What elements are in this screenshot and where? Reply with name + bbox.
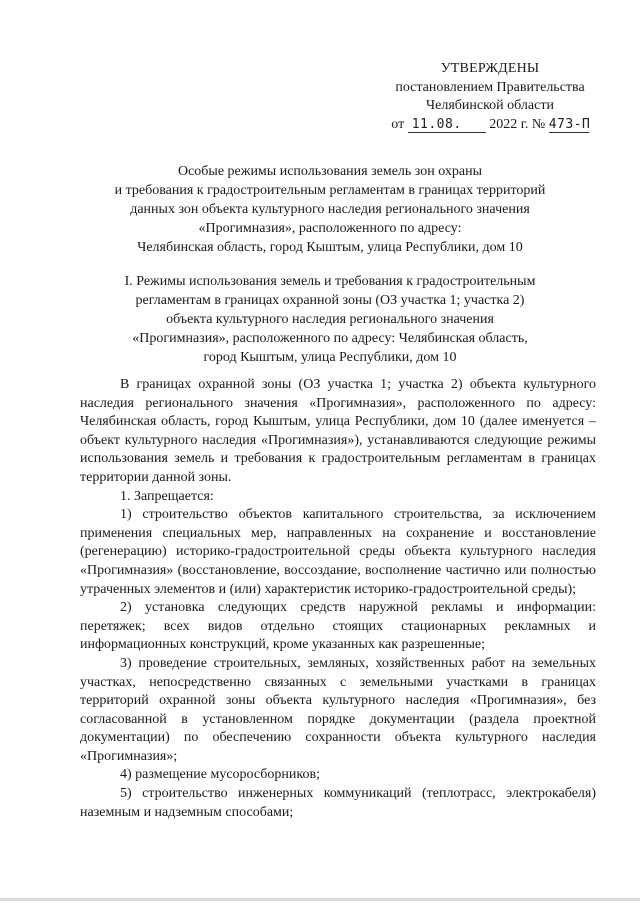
paragraph-item-5: 5) строительство инженерных коммуникаций (теплотрасс, электрокабеля) наземным и надземным способами; xyxy=(80,786,596,820)
handwritten-date: 11.08. xyxy=(408,117,486,133)
paragraph-item-2: 2) установка следующих средств наружной рекламы и информации: перетяжек; всех видов отдельно стоящих стационарных рекламных и информационных конструкций, кроме указанных как разрешенные; xyxy=(80,600,596,653)
approval-title: УТВЕРЖДЕНЫ xyxy=(440,61,540,76)
document-title xyxy=(70,162,590,257)
paragraph-prohibited-heading: 1. Запрещается: xyxy=(120,488,214,504)
title-line: «Прогимназия», расположенного по адресу: xyxy=(198,221,462,236)
body-text xyxy=(80,376,596,822)
title-line: и требования к градостроительным регламентам в границах территорий xyxy=(114,183,546,198)
section-heading-line: город Кыштым, улица Республики, дом 10 xyxy=(203,350,457,365)
paragraph-item-1: 1) строительство объектов капитального строительства, за исключением применения специальных мер, направленных на сохранение и восстановление (регенерацию) историко-градостроительной среды объекта культурного наследия «Прогимназия» (восстановление, воссоздание, восполнение частично или полностью утраченных элементов и (или) характеристик историко-градостроительной среды); xyxy=(80,507,596,597)
paragraph-intro: В границах охранной зоны (ОЗ участка 1; участка 2) объекта культурного наследия регионального значения «Прогимназия», расположенного по адресу: Челябинская область, город Кыштым, улица Республики, дом 10 (далее именуется – объект культурного наследия «Прогимназия»), устанавливаются следующие режимы использования земель и требования к градостроительным регламентам в границах территории данной зоны. xyxy=(80,377,596,485)
title-line: данных зон объекта культурного наследия регионального значения xyxy=(130,202,530,217)
approval-block xyxy=(380,60,600,134)
handwritten-number: 473-П xyxy=(548,116,591,132)
section-heading-line: объекта культурного наследия регионального значения xyxy=(166,312,494,327)
year-text: 2022 г. № xyxy=(489,116,546,132)
date-prefix: от xyxy=(391,116,405,132)
paragraph-item-3: 3) проведение строительных, земляных, хозяйственных работ на земельных участках, непосредственно связанных с земельными участками в границах территорий охранной зоны объекта культурного наследия «Прогимназия», без согласованной в установленном порядке документации (раздела проектной документации) по обеспечению сохранности объекта культурного наследия «Прогимназия»; xyxy=(80,655,596,764)
title-line: Челябинская область, город Кыштым, улица Республики, дом 10 xyxy=(137,240,523,255)
title-line: Особые режимы использования земель зон охраны xyxy=(177,164,482,179)
approval-date-line xyxy=(380,116,600,135)
scan-edge xyxy=(0,898,640,901)
section-heading xyxy=(70,272,590,367)
approval-line-1: постановлением Правительства xyxy=(395,79,585,95)
approval-line-2: Челябинской области xyxy=(426,98,554,113)
section-heading-line: I. Режимы использования земель и требования к градостроительным xyxy=(124,274,536,289)
section-heading-line: регламентам в границах охранной зоны (ОЗ участка 1; участка 2) xyxy=(135,293,525,308)
paragraph-item-4: 4) размещение мусоросборников; xyxy=(120,767,320,783)
section-heading-line: «Прогимназия», расположенного по адресу: Челябинская область, xyxy=(132,331,528,346)
